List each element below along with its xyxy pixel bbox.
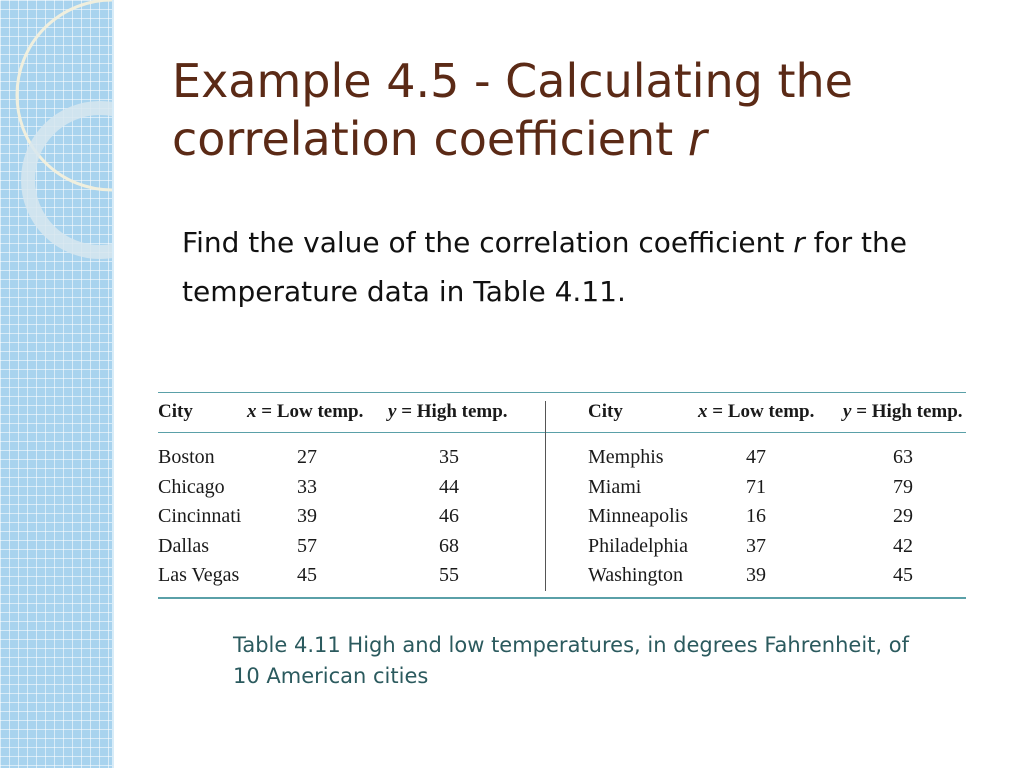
table-caption: Table 4.11 High and low temperatures, in degrees Fahrenheit, of 10 American cities bbox=[233, 633, 910, 688]
slide-title bbox=[172, 52, 992, 168]
table-cell-low: 47 bbox=[746, 446, 766, 468]
table-cell-high: 79 bbox=[893, 476, 913, 498]
table-cell-low: 57 bbox=[297, 535, 317, 557]
table-cell-low: 39 bbox=[297, 505, 317, 527]
body-variable: r bbox=[793, 226, 805, 259]
table-cell-high: 46 bbox=[439, 505, 459, 527]
table-cell-high: 63 bbox=[893, 446, 913, 468]
table-cell-high: 29 bbox=[893, 505, 913, 527]
table-cell-city: Minneapolis bbox=[588, 505, 688, 527]
table-cell-city: Miami bbox=[588, 476, 642, 498]
table-cell-low: 71 bbox=[746, 476, 766, 498]
table-cell-low: 39 bbox=[746, 564, 766, 586]
body-paragraph bbox=[182, 218, 982, 316]
table-cell-city: Boston bbox=[158, 446, 215, 468]
table-cell-low: 33 bbox=[297, 476, 317, 498]
table-cell-high: 44 bbox=[439, 476, 459, 498]
table-cell-low: 16 bbox=[746, 505, 766, 527]
table-cell-low: 45 bbox=[297, 564, 317, 586]
table-cell-high: 42 bbox=[893, 535, 913, 557]
header-low-right bbox=[698, 401, 814, 423]
table-cell-city: Dallas bbox=[158, 535, 210, 557]
table-cell-city: Cincinnati bbox=[158, 505, 242, 527]
table-cell-high: 45 bbox=[893, 564, 913, 586]
decorative-rings bbox=[0, 0, 112, 768]
table-cell-city: Washington bbox=[588, 564, 684, 586]
table-cell-city: Philadelphia bbox=[588, 535, 688, 557]
header-y-label: = High temp. bbox=[396, 401, 508, 422]
header-city-right: City bbox=[588, 401, 623, 422]
title-text: Example 4.5 - Calculating the correlation coefficient bbox=[172, 54, 853, 166]
temperature-table bbox=[158, 392, 966, 599]
table-cell-low: 37 bbox=[746, 535, 766, 557]
table-cell-city: Memphis bbox=[588, 446, 664, 468]
column-divider bbox=[545, 401, 546, 591]
header-x-label: = Low temp. bbox=[707, 401, 815, 422]
header-high-right bbox=[843, 401, 963, 423]
table-cell-city: Las Vegas bbox=[158, 564, 240, 586]
header-y-label: = High temp. bbox=[851, 401, 963, 422]
header-x-label: = Low temp. bbox=[256, 401, 364, 422]
header-high-left bbox=[388, 401, 508, 423]
header-y-var: y bbox=[843, 401, 852, 422]
table-cell-low: 27 bbox=[297, 446, 317, 468]
header-city-left: City bbox=[158, 401, 193, 422]
header-x-var: x bbox=[247, 401, 257, 422]
table-cell-high: 68 bbox=[439, 535, 459, 557]
body-text-start: Find the value of the correlation coefficient bbox=[182, 226, 794, 259]
body-text-end: for the temperature data in Table 4.11. bbox=[182, 226, 908, 308]
table-cell-high: 55 bbox=[439, 564, 459, 586]
table-cell-city: Chicago bbox=[158, 476, 225, 498]
header-low-left bbox=[247, 401, 363, 423]
header-y-var: y bbox=[388, 401, 397, 422]
header-rule bbox=[158, 432, 966, 433]
table-cell-high: 35 bbox=[439, 446, 459, 468]
title-variable: r bbox=[687, 112, 707, 166]
header-x-var: x bbox=[698, 401, 708, 422]
decorative-side-stripe bbox=[0, 0, 114, 768]
